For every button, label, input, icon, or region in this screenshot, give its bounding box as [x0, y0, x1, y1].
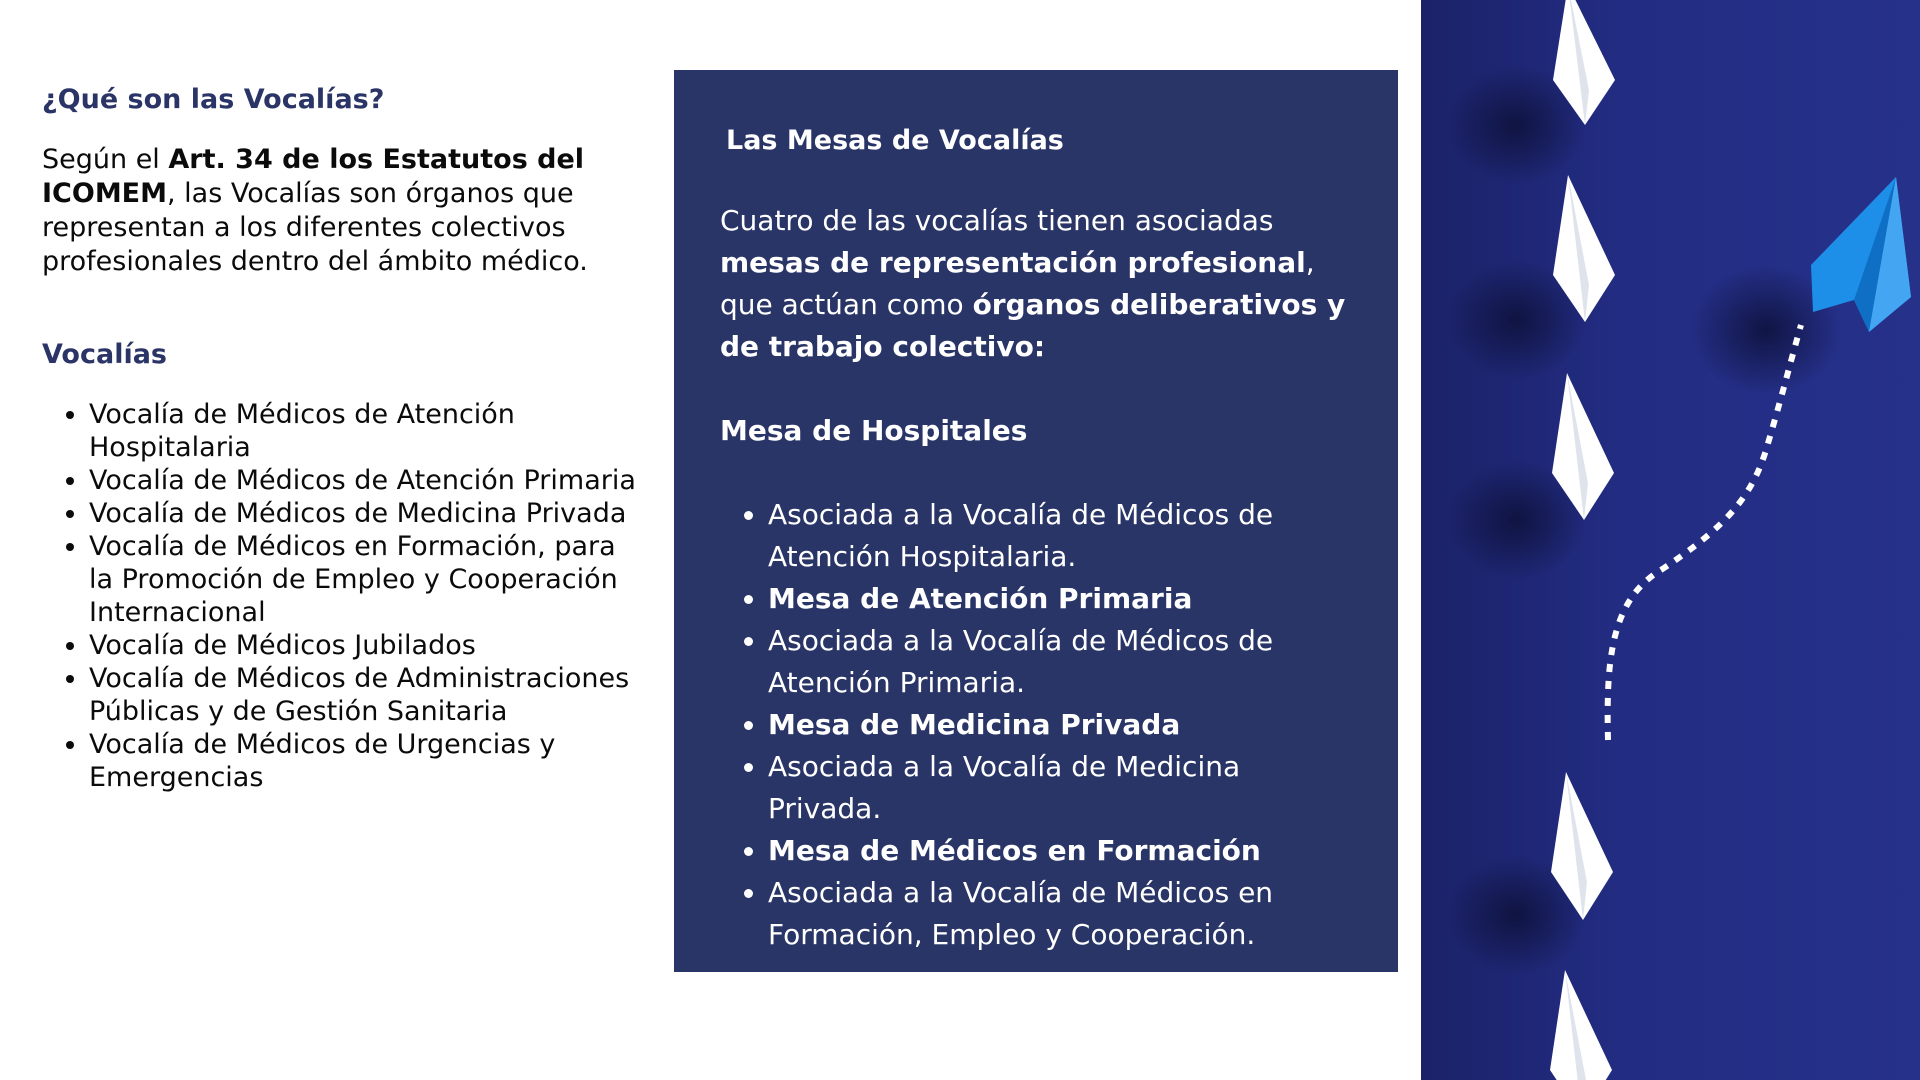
- panel-intro-bold-2: órganos deliberativos y de trabajo colectivo:: [720, 288, 1346, 363]
- intro-suffix: , las Vocalías son órganos que representan a los diferentes colectivos profesionales dentro del ámbito médico.: [42, 178, 588, 277]
- list-item: • Vocalía de Médicos Jubilados: [89, 629, 642, 662]
- vocalias-heading: Vocalías: [42, 339, 167, 370]
- mesas-list: [720, 494, 1358, 956]
- list-item: • Vocalía de Médicos de Medicina Privada: [89, 497, 642, 530]
- list-item: • Asociada a la Vocalía de Médicos de Atención Hospitalaria.: [768, 494, 1358, 578]
- list-item: • Asociada a la Vocalía de Médicos en Formación, Empleo y Cooperación.: [768, 872, 1358, 956]
- paper-planes-illustration: [1421, 0, 1920, 1080]
- panel-title: Las Mesas de Vocalías: [726, 125, 1064, 156]
- list-item: • Vocalía de Médicos de Atención Primaria: [89, 464, 642, 497]
- list-item: • Asociada a la Vocalía de Medicina Privada.: [768, 746, 1358, 830]
- paper-planes-svg: [1421, 0, 1920, 1080]
- left-column: [42, 84, 642, 794]
- panel-intro: [720, 200, 1358, 368]
- list-item: • Vocalía de Médicos de Administraciones Públicas y de Gestión Sanitaria: [89, 662, 642, 728]
- vocalias-list: [42, 398, 642, 794]
- panel-intro-text-2: , que actúan como: [720, 246, 1315, 321]
- panel-intro-text-1: Cuatro de las vocalías tienen asociadas: [720, 204, 1274, 237]
- list-item: • Vocalía de Médicos de Atención Hospitalaria: [89, 398, 642, 464]
- list-item: • Mesa de Atención Primaria: [768, 578, 1358, 620]
- intro-paragraph: [42, 143, 642, 279]
- list-item: • Asociada a la Vocalía de Médicos de Atención Primaria.: [768, 620, 1358, 704]
- list-item: • Mesa de Medicina Privada: [768, 704, 1358, 746]
- mesa-hospitales-title: Mesa de Hospitales: [720, 414, 1028, 447]
- what-are-vocalias-heading: ¿Qué son las Vocalías?: [42, 84, 385, 115]
- intro-bold: Art. 34 de los Estatutos del ICOMEM: [42, 144, 585, 209]
- list-item: • Vocalía de Médicos en Formación, para la Promoción de Empleo y Cooperación Internacional: [89, 530, 642, 629]
- paper-plane-icon: [1550, 970, 1612, 1080]
- list-item: • Mesa de Médicos en Formación: [768, 830, 1358, 872]
- list-item: • Vocalía de Médicos de Urgencias y Emergencias: [89, 728, 642, 794]
- intro-prefix: Según el: [42, 144, 169, 175]
- panel-intro-bold-1: mesas de representación profesional: [720, 246, 1306, 279]
- mesas-panel: [674, 70, 1398, 972]
